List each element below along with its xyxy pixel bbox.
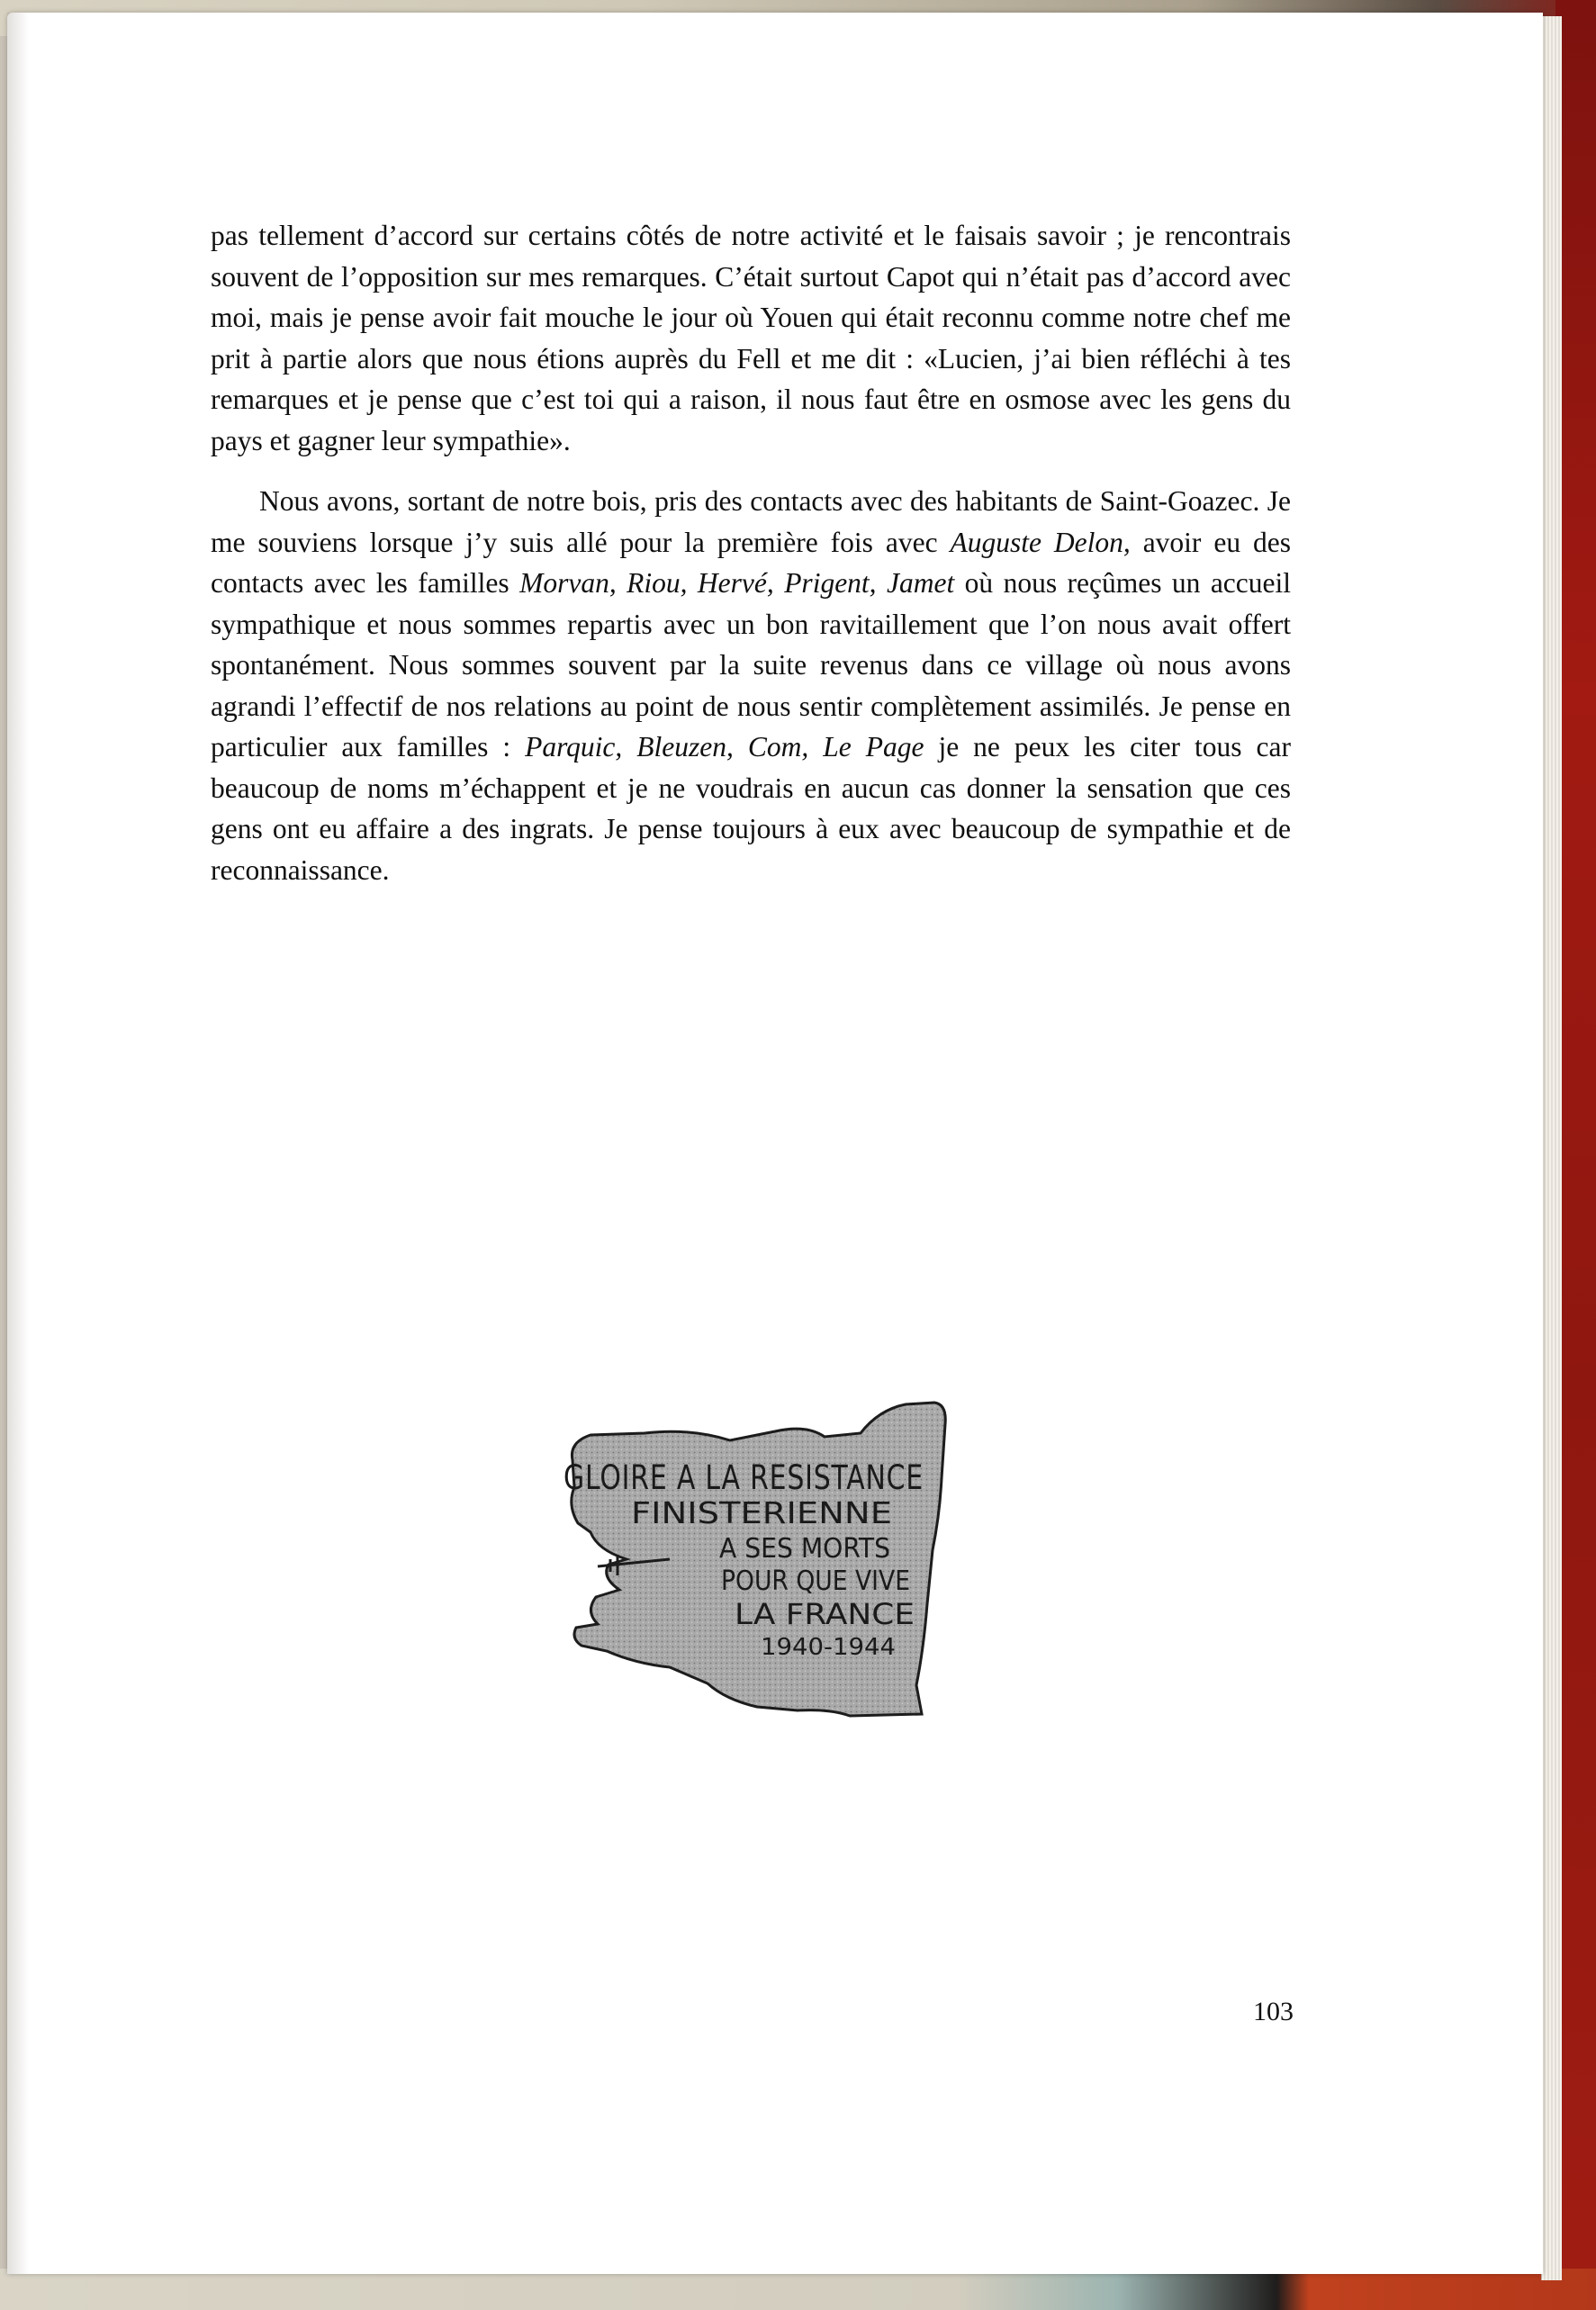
paragraph-2-families-italic: Morvan, Riou, Hervé, Prigent, Jamet <box>519 567 955 599</box>
paragraph-2-text: Nous avons, sortant de notre bois, pris des contacts avec des habitants de Saint-Goazec. Je me souviens lorsque j’y suis allé pour la première fois avec <box>211 485 1291 558</box>
book-page-edges <box>1541 16 1562 2280</box>
paragraph-1 <box>211 215 1291 461</box>
emblem-line-6: 1940-1944 <box>761 1634 896 1661</box>
paragraph-2-text: où nous reçûmes un accueil sympathique et nous sommes repartis avec un bon ravitaillement que l’on nous avait offert spontanément. Nous sommes souvent par la suite revenus dans ce village où nous avons agrandi l’effectif de nos relations au point de nous sentir complètement assimilés. Je pense en particulier aux familles : <box>211 567 1291 762</box>
paragraph-2 <box>211 481 1291 890</box>
paragraph-2-name-italic: Auguste Delon, <box>950 526 1131 558</box>
page-gutter-shadow <box>7 13 29 2274</box>
paragraph-2-text: je ne peux les citer tous car beaucoup de noms m’échappent et je ne voudrais en aucun cas donner la sensation que ces gens ont eu affaire a des ingrats. Je pense toujours à eux avec beaucoup de sympathie et de reconnaissance. <box>211 731 1291 886</box>
body-text <box>211 215 1291 890</box>
finistere-map-icon <box>564 1397 951 1723</box>
book-page <box>7 13 1543 2274</box>
photo-background-bottom <box>0 2269 1596 2310</box>
emblem-line-5: LA FRANCE <box>735 1597 915 1631</box>
paragraph-1-text: pas tellement d’accord sur certains côtés de notre activité et le faisais savoir ; je rencontrais souvent de l’opposition sur mes remarques. C’était surtout Capot qui n’était pas d’accord avec moi, mais je pense avoir fait mouche le jour où Youen qui était reconnu comme notre chef me prit à partie alors que nous étions auprès du Fell et me dit : «Lucien, j’ai bien réfléchi à tes remarques et je pense que c’est toi qui a raison, il nous faut être en osmose avec les gens du pays et gagner leur sympathie». <box>211 220 1291 456</box>
paragraph-2-families-italic: Parquic, Bleuzen, Com, Le Page <box>525 731 924 762</box>
paragraph-2-text: avoir eu des contacts avec les familles <box>211 526 1291 599</box>
emblem-line-4: POUR QUE VIVE <box>721 1566 910 1597</box>
emblem-line-2: FINISTERIENNE <box>631 1495 892 1530</box>
emblem-line-3: A SES MORTS <box>719 1533 890 1565</box>
emblem-line-1: GLOIRE A LA RESISTANCE <box>564 1458 924 1497</box>
resistance-memorial-emblem <box>564 1397 951 1723</box>
page-number: 103 <box>1253 1997 1294 2026</box>
